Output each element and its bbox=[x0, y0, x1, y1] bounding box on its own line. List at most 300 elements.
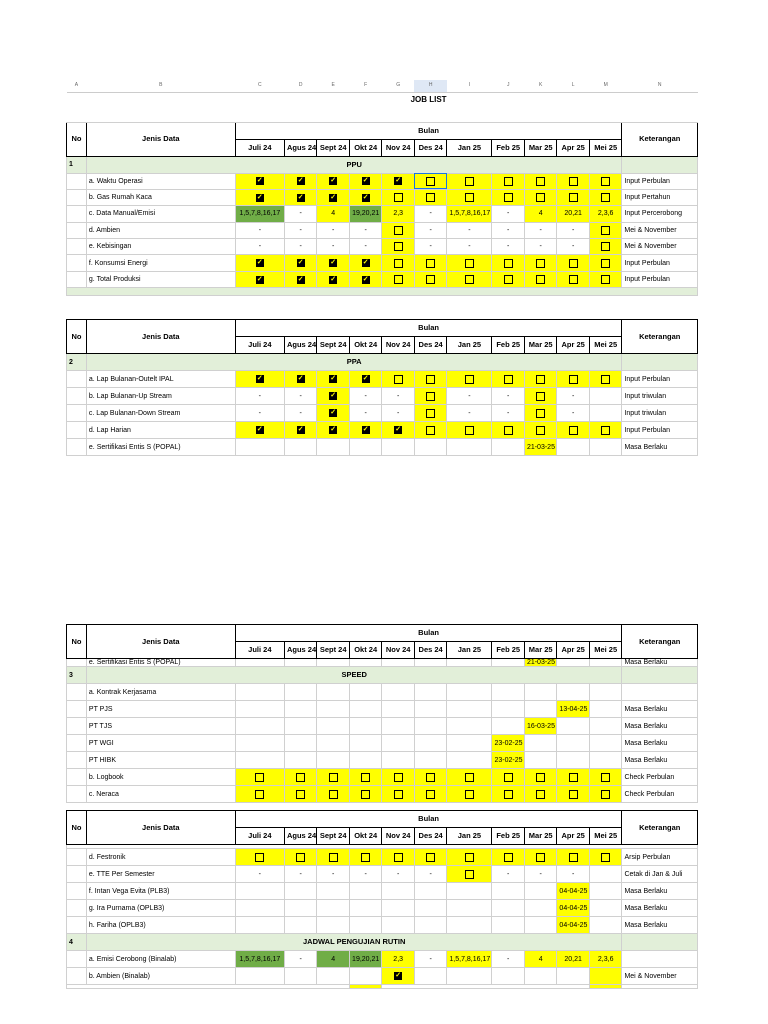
month-cell[interactable] bbox=[382, 371, 414, 388]
month-cell[interactable] bbox=[524, 769, 556, 786]
month-cell[interactable] bbox=[447, 255, 492, 271]
month-cell[interactable] bbox=[447, 951, 492, 968]
month-cell[interactable] bbox=[492, 271, 524, 287]
month-cell[interactable] bbox=[349, 968, 381, 985]
empty-checkbox-icon[interactable] bbox=[394, 853, 403, 862]
empty-checkbox-icon[interactable] bbox=[536, 177, 545, 186]
empty-checkbox-icon[interactable] bbox=[569, 275, 578, 284]
month-cell[interactable] bbox=[492, 735, 524, 752]
month-cell[interactable] bbox=[284, 405, 316, 422]
checked-box-icon[interactable]: ✓ bbox=[297, 193, 304, 201]
month-cell[interactable] bbox=[414, 769, 446, 786]
month-cell[interactable] bbox=[447, 271, 492, 287]
month-cell[interactable] bbox=[492, 388, 524, 405]
month-cell[interactable] bbox=[414, 951, 446, 968]
month-cell[interactable] bbox=[414, 786, 446, 803]
checked-box-icon[interactable]: ✓ bbox=[256, 275, 263, 283]
month-cell[interactable] bbox=[492, 239, 524, 255]
month-cell[interactable] bbox=[284, 173, 316, 189]
month-cell[interactable] bbox=[447, 752, 492, 769]
month-cell[interactable] bbox=[447, 701, 492, 718]
month-cell[interactable] bbox=[235, 951, 284, 968]
empty-checkbox-icon[interactable] bbox=[255, 790, 264, 799]
month-cell[interactable] bbox=[382, 439, 414, 456]
month-cell[interactable] bbox=[557, 659, 589, 667]
month-cell[interactable] bbox=[447, 206, 492, 222]
month-cell[interactable] bbox=[414, 439, 446, 456]
month-cell[interactable] bbox=[235, 735, 284, 752]
month-cell[interactable] bbox=[235, 422, 284, 439]
month-cell[interactable] bbox=[382, 206, 414, 222]
empty-checkbox-icon[interactable] bbox=[465, 870, 474, 879]
month-cell[interactable] bbox=[557, 271, 589, 287]
empty-checkbox-icon[interactable] bbox=[569, 259, 578, 268]
empty-checkbox-icon[interactable] bbox=[394, 275, 403, 284]
month-cell[interactable] bbox=[492, 371, 524, 388]
checked-box-icon[interactable]: ✓ bbox=[256, 375, 263, 382]
month-cell[interactable] bbox=[589, 866, 622, 883]
month-cell[interactable] bbox=[524, 659, 556, 667]
month-cell[interactable] bbox=[589, 786, 622, 803]
empty-checkbox-icon[interactable] bbox=[465, 275, 474, 284]
month-cell[interactable] bbox=[317, 701, 349, 718]
month-cell[interactable] bbox=[382, 718, 414, 735]
month-cell[interactable] bbox=[284, 206, 316, 222]
month-cell[interactable] bbox=[382, 752, 414, 769]
month-cell[interactable] bbox=[414, 900, 446, 917]
checked-box-icon[interactable]: ✓ bbox=[330, 193, 337, 201]
month-cell[interactable] bbox=[447, 371, 492, 388]
empty-checkbox-icon[interactable] bbox=[504, 375, 513, 384]
month-cell[interactable] bbox=[284, 718, 316, 735]
month-cell[interactable] bbox=[524, 786, 556, 803]
empty-checkbox-icon[interactable] bbox=[569, 773, 578, 782]
month-cell[interactable] bbox=[317, 752, 349, 769]
month-cell[interactable] bbox=[235, 769, 284, 786]
month-cell[interactable] bbox=[382, 422, 414, 439]
month-cell[interactable] bbox=[235, 189, 284, 205]
month-cell[interactable] bbox=[524, 718, 556, 735]
month-cell[interactable] bbox=[524, 222, 556, 238]
month-cell[interactable] bbox=[284, 684, 316, 701]
month-cell[interactable] bbox=[492, 951, 524, 968]
month-cell[interactable] bbox=[284, 900, 316, 917]
month-cell[interactable] bbox=[235, 239, 284, 255]
month-cell[interactable] bbox=[589, 900, 622, 917]
empty-checkbox-icon[interactable] bbox=[255, 853, 264, 862]
month-cell[interactable] bbox=[284, 917, 316, 934]
month-cell[interactable] bbox=[492, 222, 524, 238]
month-cell[interactable] bbox=[414, 684, 446, 701]
month-cell[interactable] bbox=[349, 206, 381, 222]
month-cell[interactable] bbox=[284, 271, 316, 287]
empty-checkbox-icon[interactable] bbox=[394, 226, 403, 235]
checked-box-icon[interactable]: ✓ bbox=[395, 426, 402, 433]
month-cell[interactable] bbox=[317, 206, 349, 222]
month-cell[interactable] bbox=[235, 255, 284, 271]
empty-checkbox-icon[interactable] bbox=[601, 242, 610, 251]
empty-checkbox-icon[interactable] bbox=[255, 773, 264, 782]
month-cell[interactable] bbox=[492, 718, 524, 735]
month-cell[interactable] bbox=[235, 371, 284, 388]
month-cell[interactable] bbox=[557, 883, 589, 900]
month-cell[interactable] bbox=[382, 701, 414, 718]
checked-box-icon[interactable]: ✓ bbox=[362, 177, 369, 185]
column-letter[interactable]: N bbox=[622, 80, 698, 92]
month-cell[interactable] bbox=[284, 439, 316, 456]
month-cell[interactable] bbox=[414, 735, 446, 752]
empty-checkbox-icon[interactable] bbox=[426, 375, 435, 384]
empty-checkbox-icon[interactable] bbox=[601, 177, 610, 186]
checked-box-icon[interactable]: ✓ bbox=[362, 193, 369, 201]
empty-checkbox-icon[interactable] bbox=[536, 193, 545, 202]
month-cell[interactable] bbox=[557, 951, 589, 968]
month-cell[interactable] bbox=[414, 388, 446, 405]
month-cell[interactable] bbox=[557, 701, 589, 718]
month-cell[interactable] bbox=[382, 222, 414, 238]
month-cell[interactable] bbox=[414, 371, 446, 388]
column-letter[interactable]: D bbox=[284, 80, 316, 92]
checked-box-icon[interactable]: ✓ bbox=[297, 426, 304, 433]
month-cell[interactable] bbox=[414, 255, 446, 271]
checked-box-icon[interactable]: ✓ bbox=[362, 275, 369, 283]
month-cell[interactable] bbox=[492, 769, 524, 786]
empty-checkbox-icon[interactable] bbox=[361, 773, 370, 782]
month-cell[interactable] bbox=[235, 866, 284, 883]
month-cell[interactable] bbox=[589, 255, 621, 271]
month-cell[interactable] bbox=[284, 968, 316, 985]
month-cell[interactable] bbox=[349, 883, 381, 900]
empty-checkbox-icon[interactable] bbox=[504, 773, 513, 782]
month-cell[interactable] bbox=[349, 951, 381, 968]
month-cell[interactable] bbox=[414, 405, 446, 422]
month-cell[interactable] bbox=[589, 388, 622, 405]
month-cell[interactable] bbox=[524, 173, 556, 189]
month-cell[interactable] bbox=[414, 206, 446, 222]
month-cell[interactable] bbox=[557, 439, 589, 456]
month-cell[interactable] bbox=[492, 439, 524, 456]
month-cell[interactable] bbox=[557, 173, 589, 189]
month-cell[interactable] bbox=[557, 849, 589, 866]
empty-checkbox-icon[interactable] bbox=[394, 259, 403, 268]
month-cell[interactable] bbox=[589, 222, 621, 238]
month-cell[interactable] bbox=[382, 769, 414, 786]
month-cell[interactable] bbox=[382, 684, 414, 701]
month-cell[interactable] bbox=[284, 222, 316, 238]
empty-checkbox-icon[interactable] bbox=[504, 177, 513, 186]
empty-checkbox-icon[interactable] bbox=[296, 773, 305, 782]
empty-checkbox-icon[interactable] bbox=[296, 790, 305, 799]
month-cell[interactable] bbox=[557, 968, 589, 985]
empty-checkbox-icon[interactable] bbox=[504, 259, 513, 268]
month-cell[interactable] bbox=[589, 439, 622, 456]
checked-box-icon[interactable]: ✓ bbox=[395, 972, 402, 979]
empty-checkbox-icon[interactable] bbox=[329, 790, 338, 799]
month-cell[interactable] bbox=[414, 883, 446, 900]
empty-checkbox-icon[interactable] bbox=[426, 392, 435, 401]
month-cell[interactable] bbox=[492, 883, 524, 900]
month-cell[interactable] bbox=[317, 849, 349, 866]
month-cell[interactable] bbox=[589, 206, 621, 222]
month-cell[interactable] bbox=[524, 951, 556, 968]
month-cell[interactable] bbox=[524, 752, 556, 769]
month-cell[interactable] bbox=[235, 271, 284, 287]
empty-checkbox-icon[interactable] bbox=[394, 193, 403, 202]
month-cell[interactable] bbox=[447, 439, 492, 456]
month-cell[interactable] bbox=[349, 422, 381, 439]
month-cell[interactable] bbox=[557, 206, 589, 222]
month-cell[interactable] bbox=[317, 917, 349, 934]
empty-checkbox-icon[interactable] bbox=[569, 426, 578, 435]
checked-box-icon[interactable]: ✓ bbox=[330, 392, 337, 399]
month-cell[interactable] bbox=[589, 271, 621, 287]
month-cell[interactable] bbox=[284, 371, 316, 388]
month-cell[interactable] bbox=[382, 405, 414, 422]
month-cell[interactable] bbox=[349, 255, 381, 271]
empty-checkbox-icon[interactable] bbox=[426, 275, 435, 284]
month-cell[interactable] bbox=[524, 684, 556, 701]
month-cell[interactable] bbox=[317, 951, 349, 968]
empty-checkbox-icon[interactable] bbox=[465, 790, 474, 799]
empty-checkbox-icon[interactable] bbox=[601, 773, 610, 782]
month-cell[interactable] bbox=[284, 951, 316, 968]
month-cell[interactable] bbox=[524, 701, 556, 718]
month-cell[interactable] bbox=[414, 659, 446, 667]
empty-checkbox-icon[interactable] bbox=[465, 426, 474, 435]
checked-box-icon[interactable]: ✓ bbox=[256, 193, 263, 201]
month-cell[interactable] bbox=[589, 684, 622, 701]
month-cell[interactable] bbox=[492, 422, 524, 439]
empty-checkbox-icon[interactable] bbox=[601, 259, 610, 268]
month-cell[interactable] bbox=[414, 189, 446, 205]
month-cell[interactable] bbox=[524, 917, 556, 934]
month-cell[interactable] bbox=[447, 769, 492, 786]
empty-checkbox-icon[interactable] bbox=[426, 409, 435, 418]
empty-checkbox-icon[interactable] bbox=[504, 193, 513, 202]
month-cell[interactable] bbox=[447, 917, 492, 934]
checked-box-icon[interactable]: ✓ bbox=[330, 259, 337, 267]
month-cell[interactable] bbox=[235, 388, 284, 405]
month-cell[interactable] bbox=[557, 866, 589, 883]
month-cell[interactable] bbox=[589, 701, 622, 718]
month-cell[interactable] bbox=[589, 951, 622, 968]
month-cell[interactable] bbox=[284, 769, 316, 786]
month-cell[interactable] bbox=[317, 718, 349, 735]
month-cell[interactable] bbox=[524, 271, 556, 287]
empty-checkbox-icon[interactable] bbox=[569, 375, 578, 384]
month-cell[interactable] bbox=[382, 900, 414, 917]
month-cell[interactable] bbox=[492, 659, 524, 667]
month-cell[interactable] bbox=[589, 189, 621, 205]
month-cell[interactable] bbox=[524, 388, 556, 405]
column-letter[interactable]: E bbox=[317, 80, 349, 92]
month-cell[interactable] bbox=[382, 255, 414, 271]
month-cell[interactable] bbox=[349, 189, 381, 205]
month-cell[interactable] bbox=[492, 701, 524, 718]
month-cell[interactable] bbox=[414, 968, 446, 985]
month-cell[interactable] bbox=[524, 206, 556, 222]
month-cell[interactable] bbox=[235, 786, 284, 803]
month-cell[interactable] bbox=[589, 752, 622, 769]
month-cell[interactable] bbox=[235, 917, 284, 934]
empty-checkbox-icon[interactable] bbox=[536, 853, 545, 862]
month-cell[interactable] bbox=[235, 659, 284, 667]
month-cell[interactable] bbox=[447, 422, 492, 439]
month-cell[interactable] bbox=[317, 422, 349, 439]
month-cell[interactable] bbox=[317, 769, 349, 786]
checked-box-icon[interactable]: ✓ bbox=[362, 426, 369, 433]
month-cell[interactable] bbox=[524, 405, 556, 422]
month-cell[interactable] bbox=[382, 951, 414, 968]
month-cell[interactable] bbox=[349, 388, 381, 405]
month-cell[interactable] bbox=[382, 866, 414, 883]
month-cell[interactable] bbox=[492, 917, 524, 934]
empty-checkbox-icon[interactable] bbox=[465, 177, 474, 186]
month-cell[interactable] bbox=[349, 849, 381, 866]
month-cell[interactable] bbox=[492, 752, 524, 769]
checked-box-icon[interactable]: ✓ bbox=[297, 177, 304, 185]
month-cell[interactable] bbox=[524, 371, 556, 388]
month-cell[interactable] bbox=[557, 388, 589, 405]
checked-box-icon[interactable]: ✓ bbox=[330, 375, 337, 382]
month-cell[interactable] bbox=[349, 439, 381, 456]
month-cell[interactable] bbox=[284, 422, 316, 439]
empty-checkbox-icon[interactable] bbox=[426, 193, 435, 202]
month-cell[interactable] bbox=[589, 968, 622, 985]
empty-checkbox-icon[interactable] bbox=[394, 242, 403, 251]
month-cell[interactable] bbox=[414, 271, 446, 287]
checked-box-icon[interactable]: ✓ bbox=[256, 426, 263, 433]
checked-box-icon[interactable]: ✓ bbox=[256, 177, 263, 185]
column-letter[interactable]: A bbox=[67, 80, 87, 92]
month-cell[interactable] bbox=[382, 388, 414, 405]
month-cell[interactable] bbox=[589, 659, 622, 667]
month-cell[interactable] bbox=[414, 866, 446, 883]
empty-checkbox-icon[interactable] bbox=[426, 773, 435, 782]
month-cell[interactable] bbox=[235, 701, 284, 718]
month-cell[interactable] bbox=[492, 786, 524, 803]
month-cell[interactable] bbox=[492, 866, 524, 883]
month-cell[interactable] bbox=[557, 786, 589, 803]
month-cell[interactable] bbox=[235, 206, 284, 222]
month-cell[interactable] bbox=[349, 684, 381, 701]
month-cell[interactable] bbox=[557, 189, 589, 205]
month-cell[interactable] bbox=[589, 371, 622, 388]
month-cell[interactable] bbox=[284, 786, 316, 803]
month-cell[interactable] bbox=[557, 917, 589, 934]
empty-checkbox-icon[interactable] bbox=[569, 193, 578, 202]
month-cell[interactable] bbox=[589, 769, 622, 786]
month-cell[interactable] bbox=[447, 786, 492, 803]
month-cell[interactable] bbox=[382, 786, 414, 803]
month-cell[interactable] bbox=[589, 173, 621, 189]
month-cell[interactable] bbox=[557, 239, 589, 255]
month-cell[interactable] bbox=[382, 968, 414, 985]
month-cell[interactable] bbox=[557, 405, 589, 422]
month-cell[interactable] bbox=[492, 405, 524, 422]
empty-checkbox-icon[interactable] bbox=[536, 392, 545, 401]
month-cell[interactable] bbox=[235, 405, 284, 422]
month-cell[interactable] bbox=[382, 189, 414, 205]
month-cell[interactable] bbox=[317, 239, 349, 255]
empty-checkbox-icon[interactable] bbox=[601, 853, 610, 862]
month-cell[interactable] bbox=[524, 255, 556, 271]
month-cell[interactable] bbox=[317, 405, 349, 422]
empty-checkbox-icon[interactable] bbox=[601, 226, 610, 235]
month-cell[interactable] bbox=[414, 173, 446, 189]
column-letter[interactable]: L bbox=[557, 80, 589, 92]
month-cell[interactable] bbox=[524, 439, 556, 456]
month-cell[interactable] bbox=[414, 917, 446, 934]
month-cell[interactable] bbox=[284, 388, 316, 405]
checked-box-icon[interactable]: ✓ bbox=[297, 259, 304, 267]
month-cell[interactable] bbox=[447, 405, 492, 422]
month-cell[interactable] bbox=[557, 222, 589, 238]
empty-checkbox-icon[interactable] bbox=[426, 177, 435, 186]
month-cell[interactable] bbox=[349, 659, 381, 667]
month-cell[interactable] bbox=[235, 222, 284, 238]
month-cell[interactable] bbox=[235, 883, 284, 900]
empty-checkbox-icon[interactable] bbox=[361, 790, 370, 799]
month-cell[interactable] bbox=[382, 239, 414, 255]
empty-checkbox-icon[interactable] bbox=[394, 790, 403, 799]
empty-checkbox-icon[interactable] bbox=[536, 375, 545, 384]
empty-checkbox-icon[interactable] bbox=[426, 426, 435, 435]
month-cell[interactable] bbox=[447, 735, 492, 752]
month-cell[interactable] bbox=[349, 866, 381, 883]
month-cell[interactable] bbox=[382, 849, 414, 866]
month-cell[interactable] bbox=[557, 752, 589, 769]
empty-checkbox-icon[interactable] bbox=[465, 259, 474, 268]
month-cell[interactable] bbox=[447, 189, 492, 205]
month-cell[interactable] bbox=[235, 968, 284, 985]
month-cell[interactable] bbox=[414, 752, 446, 769]
month-cell[interactable] bbox=[414, 718, 446, 735]
month-cell[interactable] bbox=[284, 659, 316, 667]
month-cell[interactable] bbox=[284, 849, 316, 866]
month-cell[interactable] bbox=[349, 371, 381, 388]
empty-checkbox-icon[interactable] bbox=[465, 193, 474, 202]
month-cell[interactable] bbox=[235, 173, 284, 189]
month-cell[interactable] bbox=[349, 271, 381, 287]
month-cell[interactable] bbox=[349, 239, 381, 255]
empty-checkbox-icon[interactable] bbox=[504, 275, 513, 284]
month-cell[interactable] bbox=[235, 900, 284, 917]
checked-box-icon[interactable]: ✓ bbox=[297, 375, 304, 382]
month-cell[interactable] bbox=[317, 189, 349, 205]
month-cell[interactable] bbox=[447, 239, 492, 255]
empty-checkbox-icon[interactable] bbox=[296, 853, 305, 862]
month-cell[interactable] bbox=[557, 255, 589, 271]
month-cell[interactable] bbox=[414, 701, 446, 718]
column-letter[interactable]: M bbox=[589, 80, 621, 92]
month-cell[interactable] bbox=[557, 422, 589, 439]
month-cell[interactable] bbox=[492, 968, 524, 985]
empty-checkbox-icon[interactable] bbox=[536, 773, 545, 782]
month-cell[interactable] bbox=[492, 173, 524, 189]
empty-checkbox-icon[interactable] bbox=[504, 790, 513, 799]
month-cell[interactable] bbox=[349, 900, 381, 917]
month-cell[interactable] bbox=[349, 786, 381, 803]
month-cell[interactable] bbox=[349, 735, 381, 752]
month-cell[interactable] bbox=[557, 900, 589, 917]
empty-checkbox-icon[interactable] bbox=[536, 790, 545, 799]
empty-checkbox-icon[interactable] bbox=[426, 259, 435, 268]
month-cell[interactable] bbox=[557, 735, 589, 752]
empty-checkbox-icon[interactable] bbox=[329, 773, 338, 782]
month-cell[interactable] bbox=[317, 271, 349, 287]
month-cell[interactable] bbox=[317, 866, 349, 883]
